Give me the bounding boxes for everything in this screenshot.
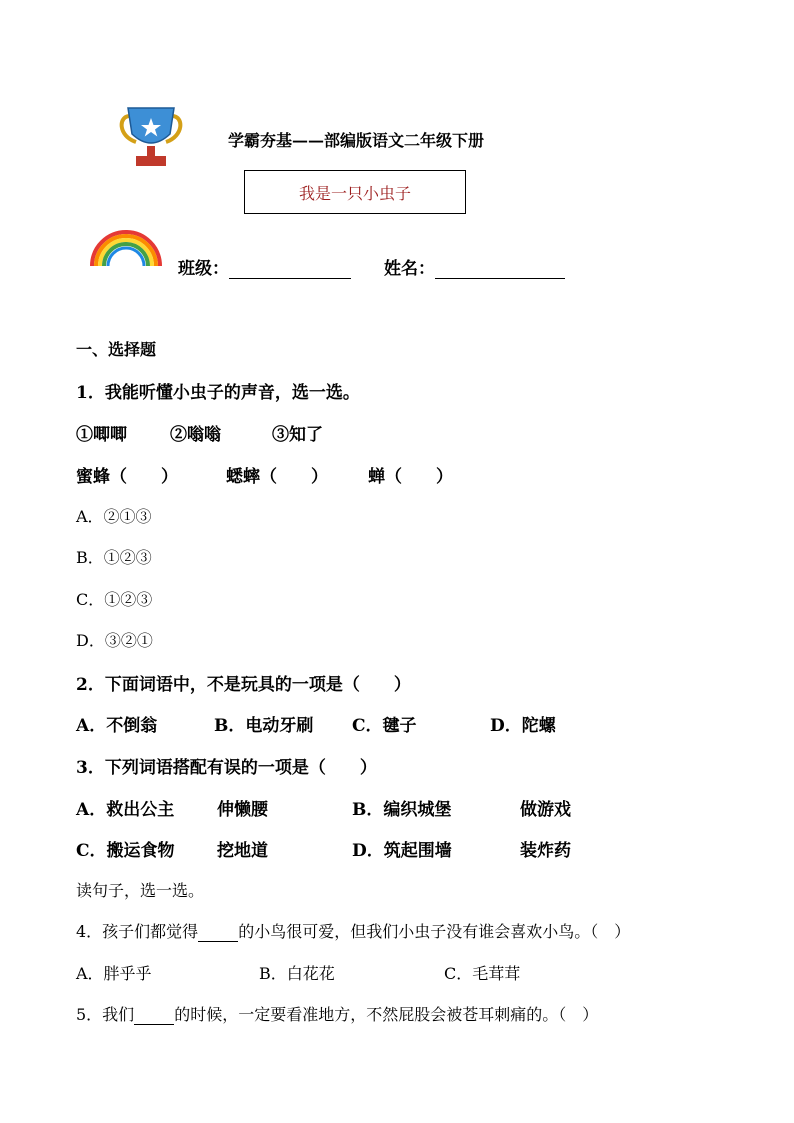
series-title: 学霸夯基——部编版语文二年级下册 [228,131,485,150]
q2-stem: 2．下面词语中，不是玩具的一项是（ ） [76,675,411,695]
name-label: 姓名： [384,259,435,279]
q1-insect-bee: 蜜蜂（ ） [76,467,178,487]
q2-option-a[interactable]: A．不倒翁 [76,716,158,736]
class-input-line[interactable] [229,262,351,279]
class-field [178,254,351,279]
reading-instruction: 读句子，选一选。 [76,881,205,900]
q1-sound-1: ①唧唧 [76,425,127,445]
q1-insect-cicada: 蝉（ ） [368,467,453,487]
q4-option-c[interactable]: C．毛茸茸 [444,964,521,983]
q2-option-b[interactable]: B．电动牙刷 [214,716,314,736]
q3-option-a[interactable]: A．救出公主 [76,800,175,820]
q5-stem-before: 5．我们 [76,1005,135,1024]
trophy-logo [118,106,184,174]
q4-blank[interactable] [198,927,238,942]
q2-option-c[interactable]: C．毽子 [352,716,417,736]
q4-stem-before: 4．孩子们都觉得 [76,922,199,941]
rainbow-icon [88,226,164,272]
q4-option-a[interactable]: A．胖乎乎 [76,964,152,983]
q1-sound-2: ②嗡嗡 [170,425,221,445]
q3-option-d-pair: 装炸药 [520,841,571,861]
q3-option-b-pair: 做游戏 [520,800,571,820]
q3-stem: 3．下列词语搭配有误的一项是（ ） [76,758,377,778]
q1-stem: 1．我能听懂小虫子的声音，选一选。 [76,383,360,403]
q3-option-a-pair: 伸懒腰 [217,800,268,820]
q4-option-b[interactable]: B．白花花 [259,964,335,983]
q5-blank[interactable] [134,1010,174,1025]
q4-stem-after: 的小鸟很可爱，但我们小虫子没有谁会喜欢小鸟。（ ） [238,922,631,941]
name-field [384,254,565,279]
lesson-title-box [244,170,466,214]
name-input-line[interactable] [435,262,565,279]
q3-option-c-pair: 挖地道 [217,841,268,861]
q1-option-a[interactable]: A．②①③ [76,507,152,526]
q1-option-c[interactable]: C．①②③ [76,590,153,609]
q5-stem-after: 的时候，一定要看准地方，不然屁股会被苍耳刺痛的。（ ） [174,1005,599,1024]
q3-option-b[interactable]: B．编织城堡 [352,800,452,820]
section-heading: 一、选择题 [76,340,157,359]
q5-stem [76,1002,598,1025]
q1-option-b[interactable]: B．①②③ [76,548,152,567]
q2-option-d[interactable]: D．陀螺 [490,716,556,736]
q1-sound-3: ③知了 [272,425,323,445]
lesson-title: 我是一只小虫子 [298,183,411,203]
q1-insect-cricket: 蟋蟀（ ） [226,467,328,487]
q4-stem [76,919,630,942]
q1-option-d[interactable]: D．③②① [76,631,153,650]
class-label: 班级： [178,259,229,279]
q3-option-c[interactable]: C．搬运食物 [76,841,175,861]
q3-option-d[interactable]: D．筑起围墙 [352,841,452,861]
